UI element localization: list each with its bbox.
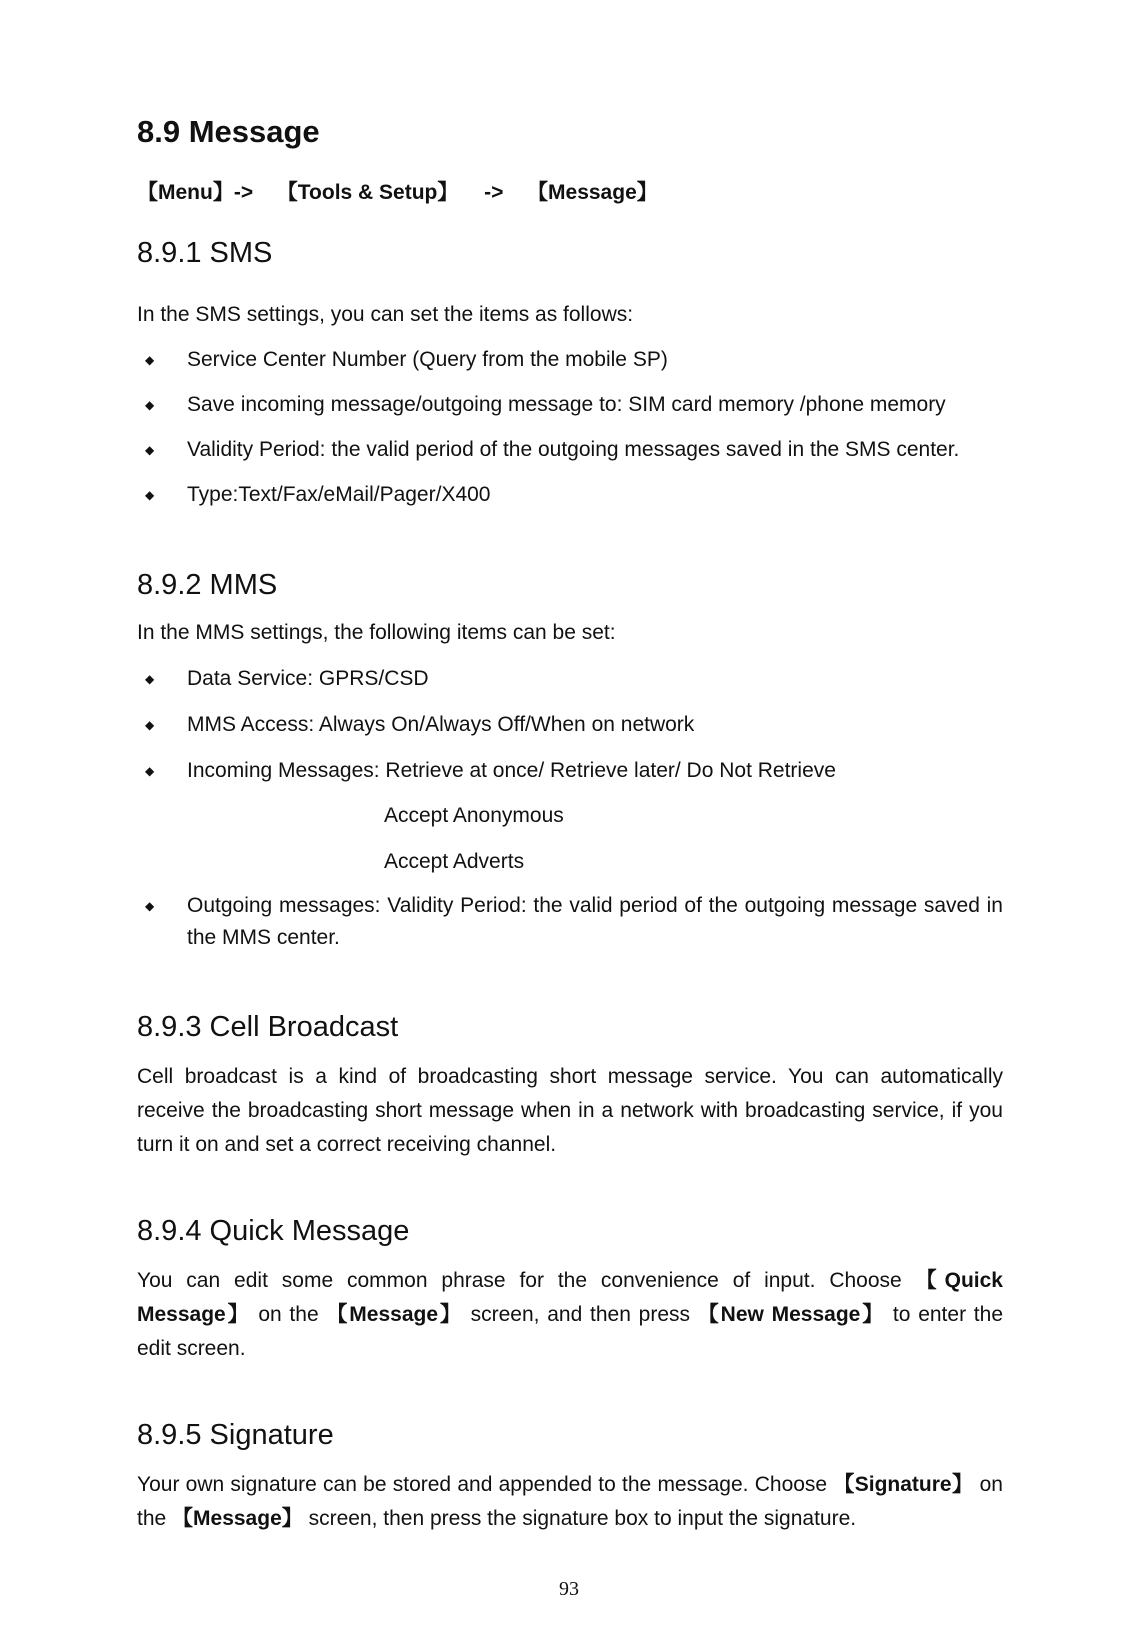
diamond-bullet-icon: ◆ xyxy=(145,899,155,913)
mms-settings-list xyxy=(137,663,1003,787)
mms-heading: 8.9.2 MMS xyxy=(137,569,278,601)
list-item: ◆ Outgoing messages: Validity Period: the valid period of the outgoing message saved in the MMS center. xyxy=(137,890,1003,954)
sms-settings-list xyxy=(137,344,1003,511)
list-item: ◆ Type:Text/Fax/eMail/Pager/X400 xyxy=(137,479,1003,511)
diamond-bullet-icon: ◆ xyxy=(145,443,155,457)
sms-intro: In the SMS settings, you can set the items as follows: xyxy=(137,303,634,326)
quick-message-body: You can edit some common phrase for the convenience of input. Choose 【Quick Message】 on the 【Message】 screen, and then press 【New Message】 to enter the edit screen. xyxy=(137,1269,1004,1360)
mms-intro: In the MMS settings, the following items can be set: xyxy=(137,621,616,644)
menu-path-step-3: 【Message】 xyxy=(527,181,658,204)
incoming-option-accept-anonymous: Accept Anonymous xyxy=(384,804,564,827)
quick-message-heading: 8.9.4 Quick Message xyxy=(137,1215,410,1247)
menu-path xyxy=(137,180,658,206)
list-item: ◆ Incoming Messages: Retrieve at once/ Retrieve later/ Do Not Retrieve xyxy=(137,755,1003,787)
sms-heading: 8.9.1 SMS xyxy=(137,237,273,269)
page-number: 93 xyxy=(559,1578,579,1600)
menu-path-arrow: -> xyxy=(484,181,504,204)
section-title: 8.9 Message xyxy=(137,114,320,149)
message-screen-label: 【Message】 xyxy=(326,1303,463,1326)
signature-body: Your own signature can be stored and appended to the message. Choose 【Signature】 on the 【Message】 screen, then press the signature box to input the signature. xyxy=(137,1473,1003,1530)
menu-path-step-1: 【Menu】-> xyxy=(137,181,254,204)
quick-message-option: 【Quick Message】 xyxy=(137,1269,1003,1326)
menu-path-step-2: 【Tools & Setup】 xyxy=(276,181,459,204)
incoming-option-accept-adverts: Accept Adverts xyxy=(384,850,525,873)
new-message-option: 【New Message】 xyxy=(697,1303,886,1326)
list-item: ◆ MMS Access: Always On/Always Off/When on network xyxy=(137,709,1003,741)
signature-option: 【Signature】 xyxy=(833,1473,974,1496)
diamond-bullet-icon: ◆ xyxy=(145,718,155,732)
document-page xyxy=(137,0,1003,1652)
diamond-bullet-icon: ◆ xyxy=(145,353,155,367)
diamond-bullet-icon: ◆ xyxy=(145,764,155,778)
message-screen-label: 【Message】 xyxy=(172,1507,303,1530)
list-item: ◆ Validity Period: the valid period of the outgoing messages saved in the SMS center. xyxy=(137,434,1003,466)
diamond-bullet-icon: ◆ xyxy=(145,488,155,502)
mms-outgoing-list xyxy=(137,890,1003,954)
list-item: ◆ Save incoming message/outgoing message to: SIM card memory /phone memory xyxy=(137,389,1003,421)
cell-broadcast-body: Cell broadcast is a kind of broadcasting short message service. You can automatically receive the broadcasting short message when in a network with broadcasting service, if you turn it on and set a correct receiving channel. xyxy=(137,1065,1003,1156)
cell-broadcast-heading: 8.9.3 Cell Broadcast xyxy=(137,1011,399,1043)
diamond-bullet-icon: ◆ xyxy=(145,672,155,686)
list-item: ◆ Data Service: GPRS/CSD xyxy=(137,663,1003,695)
diamond-bullet-icon: ◆ xyxy=(145,398,155,412)
list-item: ◆ Service Center Number (Query from the mobile SP) xyxy=(137,344,1003,376)
signature-heading: 8.9.5 Signature xyxy=(137,1419,334,1451)
